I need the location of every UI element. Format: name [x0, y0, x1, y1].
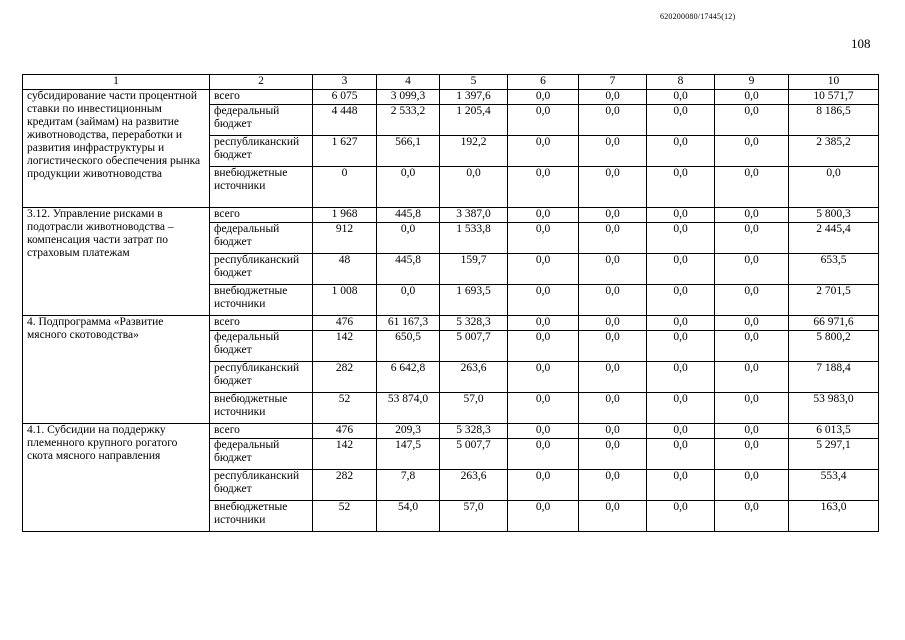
value-cell: 147,5 [377, 439, 440, 470]
funding-source: всего [210, 208, 313, 223]
value-cell: 6 642,8 [377, 362, 440, 393]
document-code: 620200080/17445(12) [660, 12, 736, 21]
value-cell: 0,0 [508, 223, 579, 254]
value-cell: 4 448 [313, 105, 377, 136]
column-header: 5 [440, 75, 508, 90]
value-cell: 0,0 [579, 501, 647, 532]
value-cell: 0,0 [508, 501, 579, 532]
value-cell: 48 [313, 254, 377, 285]
funding-source: всего [210, 424, 313, 439]
column-header: 6 [508, 75, 579, 90]
value-cell: 1 008 [313, 285, 377, 316]
value-cell: 0,0 [647, 393, 715, 424]
value-cell: 0,0 [647, 331, 715, 362]
value-cell: 1 693,5 [440, 285, 508, 316]
column-number-row [23, 75, 879, 90]
value-cell: 5 328,3 [440, 424, 508, 439]
column-header: 10 [789, 75, 879, 90]
value-cell: 553,4 [789, 470, 879, 501]
value-cell: 6 013,5 [789, 424, 879, 439]
value-cell: 2 385,2 [789, 136, 879, 167]
funding-source: внебюджетные источники [210, 501, 313, 532]
value-cell: 0,0 [715, 470, 789, 501]
value-cell: 0,0 [579, 136, 647, 167]
value-cell: 0,0 [647, 362, 715, 393]
value-cell: 0,0 [508, 424, 579, 439]
funding-source: внебюджетные источники [210, 167, 313, 208]
table-row [23, 424, 879, 439]
value-cell: 0,0 [508, 393, 579, 424]
column-header: 9 [715, 75, 789, 90]
value-cell: 5 297,1 [789, 439, 879, 470]
value-cell: 0,0 [579, 362, 647, 393]
funding-source: федеральный бюджет [210, 439, 313, 470]
value-cell: 0,0 [508, 136, 579, 167]
value-cell: 53 983,0 [789, 393, 879, 424]
value-cell: 0,0 [715, 362, 789, 393]
value-cell: 0,0 [579, 424, 647, 439]
value-cell: 0,0 [647, 316, 715, 331]
funding-source: республиканский бюджет [210, 254, 313, 285]
value-cell: 142 [313, 331, 377, 362]
column-header: 7 [579, 75, 647, 90]
value-cell: 5 800,3 [789, 208, 879, 223]
value-cell: 0,0 [508, 470, 579, 501]
value-cell: 0,0 [579, 439, 647, 470]
value-cell: 3 387,0 [440, 208, 508, 223]
value-cell: 192,2 [440, 136, 508, 167]
value-cell: 1 533,8 [440, 223, 508, 254]
value-cell: 0,0 [440, 167, 508, 208]
value-cell: 0,0 [789, 167, 879, 208]
value-cell: 53 874,0 [377, 393, 440, 424]
value-cell: 476 [313, 424, 377, 439]
value-cell: 0,0 [647, 285, 715, 316]
value-cell: 2 445,4 [789, 223, 879, 254]
value-cell: 0,0 [579, 254, 647, 285]
value-cell: 263,6 [440, 470, 508, 501]
value-cell: 0,0 [508, 331, 579, 362]
table-row [23, 316, 879, 331]
budget-table [22, 74, 879, 532]
value-cell: 0,0 [715, 424, 789, 439]
value-cell: 0,0 [647, 208, 715, 223]
value-cell: 0,0 [508, 208, 579, 223]
value-cell: 0,0 [508, 254, 579, 285]
value-cell: 5 007,7 [440, 439, 508, 470]
value-cell: 0,0 [579, 470, 647, 501]
value-cell: 0,0 [715, 208, 789, 223]
value-cell: 2 533,2 [377, 105, 440, 136]
table-row [23, 208, 879, 223]
value-cell: 0,0 [715, 105, 789, 136]
value-cell: 0,0 [715, 223, 789, 254]
funding-source: всего [210, 316, 313, 331]
column-header: 4 [377, 75, 440, 90]
table-row [23, 90, 879, 105]
value-cell: 263,6 [440, 362, 508, 393]
funding-source: всего [210, 90, 313, 105]
value-cell: 163,0 [789, 501, 879, 532]
value-cell: 0,0 [579, 316, 647, 331]
value-cell: 5 800,2 [789, 331, 879, 362]
value-cell: 52 [313, 501, 377, 532]
value-cell: 0,0 [647, 501, 715, 532]
value-cell: 0,0 [647, 470, 715, 501]
value-cell: 0,0 [579, 167, 647, 208]
value-cell: 0,0 [647, 254, 715, 285]
value-cell: 5 007,7 [440, 331, 508, 362]
value-cell: 61 167,3 [377, 316, 440, 331]
value-cell: 0,0 [715, 439, 789, 470]
funding-source: внебюджетные источники [210, 285, 313, 316]
value-cell: 0 [313, 167, 377, 208]
value-cell: 476 [313, 316, 377, 331]
funding-source: республиканский бюджет [210, 136, 313, 167]
value-cell: 7,8 [377, 470, 440, 501]
value-cell: 1 627 [313, 136, 377, 167]
value-cell: 0,0 [508, 285, 579, 316]
value-cell: 0,0 [508, 439, 579, 470]
value-cell: 0,0 [647, 223, 715, 254]
value-cell: 0,0 [508, 362, 579, 393]
value-cell: 0,0 [579, 393, 647, 424]
value-cell: 57,0 [440, 501, 508, 532]
value-cell: 0,0 [715, 254, 789, 285]
value-cell: 54,0 [377, 501, 440, 532]
value-cell: 282 [313, 470, 377, 501]
value-cell: 0,0 [579, 208, 647, 223]
value-cell: 0,0 [377, 285, 440, 316]
value-cell: 2 701,5 [789, 285, 879, 316]
funding-source: федеральный бюджет [210, 331, 313, 362]
value-cell: 52 [313, 393, 377, 424]
value-cell: 0,0 [715, 90, 789, 105]
value-cell: 0,0 [715, 501, 789, 532]
value-cell: 1 205,4 [440, 105, 508, 136]
column-header: 8 [647, 75, 715, 90]
value-cell: 5 328,3 [440, 316, 508, 331]
value-cell: 57,0 [440, 393, 508, 424]
value-cell: 653,5 [789, 254, 879, 285]
value-cell: 6 075 [313, 90, 377, 105]
value-cell: 0,0 [647, 167, 715, 208]
value-cell: 0,0 [715, 285, 789, 316]
value-cell: 282 [313, 362, 377, 393]
value-cell: 0,0 [508, 167, 579, 208]
value-cell: 0,0 [508, 316, 579, 331]
column-header: 2 [210, 75, 313, 90]
value-cell: 0,0 [508, 105, 579, 136]
value-cell: 566,1 [377, 136, 440, 167]
value-cell: 10 571,7 [789, 90, 879, 105]
funding-source: внебюджетные источники [210, 393, 313, 424]
value-cell: 445,8 [377, 254, 440, 285]
section-title: субсидирование части процентной ставки по инвестиционным кредитам (займам) на развитие животноводства, переработки и развития инфраструктуры и логистического обеспечения рынка продукции животноводства [23, 90, 210, 208]
funding-source: республиканский бюджет [210, 470, 313, 501]
value-cell: 0,0 [579, 105, 647, 136]
value-cell: 0,0 [647, 105, 715, 136]
section-title: 4.1. Субсидии на поддержку племенного крупного рогатого скота мясного направления [23, 424, 210, 532]
funding-source: федеральный бюджет [210, 105, 313, 136]
value-cell: 159,7 [440, 254, 508, 285]
value-cell: 0,0 [647, 136, 715, 167]
value-cell: 0,0 [647, 424, 715, 439]
section-title: 4. Подпрограмма «Развитие мясного скотоводства» [23, 316, 210, 424]
column-header: 1 [23, 75, 210, 90]
value-cell: 0,0 [715, 136, 789, 167]
value-cell: 209,3 [377, 424, 440, 439]
value-cell: 7 188,4 [789, 362, 879, 393]
column-header: 3 [313, 75, 377, 90]
value-cell: 0,0 [647, 90, 715, 105]
value-cell: 0,0 [715, 393, 789, 424]
value-cell: 0,0 [508, 90, 579, 105]
value-cell: 0,0 [715, 316, 789, 331]
value-cell: 142 [313, 439, 377, 470]
value-cell: 1 397,6 [440, 90, 508, 105]
value-cell: 0,0 [377, 167, 440, 208]
value-cell: 0,0 [715, 331, 789, 362]
section-title: 3.12. Управление рисками в подотрасли животноводства – компенсация части затрат по страховым платежам [23, 208, 210, 316]
value-cell: 0,0 [579, 285, 647, 316]
value-cell: 0,0 [579, 90, 647, 105]
table-body [23, 90, 879, 532]
value-cell: 912 [313, 223, 377, 254]
value-cell: 0,0 [377, 223, 440, 254]
value-cell: 0,0 [579, 331, 647, 362]
value-cell: 66 971,6 [789, 316, 879, 331]
value-cell: 0,0 [715, 167, 789, 208]
page-number: 108 [851, 36, 871, 51]
value-cell: 650,5 [377, 331, 440, 362]
funding-source: республиканский бюджет [210, 362, 313, 393]
value-cell: 0,0 [579, 223, 647, 254]
value-cell: 3 099,3 [377, 90, 440, 105]
value-cell: 445,8 [377, 208, 440, 223]
funding-source: федеральный бюджет [210, 223, 313, 254]
value-cell: 1 968 [313, 208, 377, 223]
value-cell: 8 186,5 [789, 105, 879, 136]
value-cell: 0,0 [647, 439, 715, 470]
